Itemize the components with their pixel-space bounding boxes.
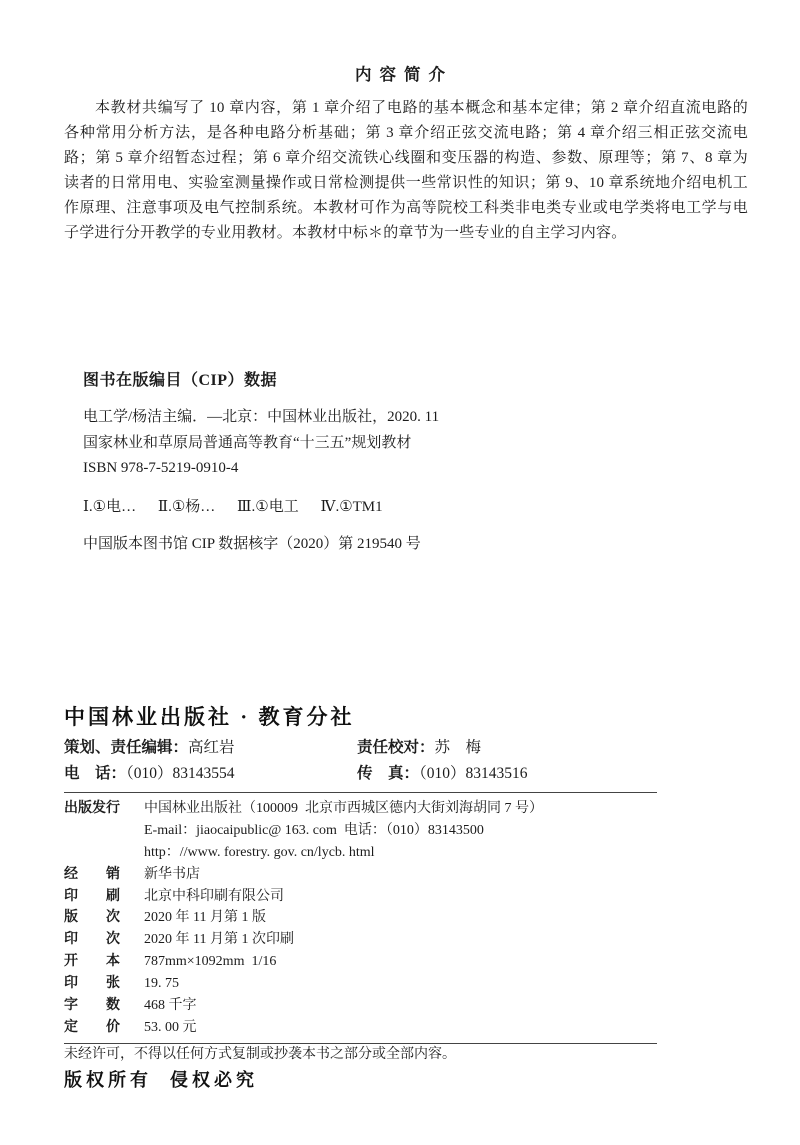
imprint-label: 经 销: [64, 866, 120, 882]
imprint-row: [64, 886, 664, 908]
intro-paragraph: [64, 96, 748, 246]
imprint-value: 新华书店: [144, 866, 200, 882]
cip-isbn-line: ISBN 978-7-5219-0910-4: [83, 460, 239, 476]
fax-block: [357, 764, 528, 784]
contact-web-line: http：//www. forestry. gov. cn/lycb. html: [144, 844, 375, 860]
intro-line: 子学进行分开教学的专业用教材。本教材中标＊的章节为一些专业的自主学习内容。: [64, 225, 627, 241]
cip-classification: [83, 497, 401, 517]
classification-item: Ⅳ.①TM1: [320, 499, 383, 515]
imprint-label: 字 数: [64, 998, 120, 1014]
fax-value: （010）83143516: [419, 765, 528, 782]
imprint-details: [64, 798, 664, 1039]
phone-label: 电 话：: [64, 765, 127, 782]
piracy-warning: 侵权必究: [170, 1070, 258, 1090]
divider: [64, 792, 657, 793]
intro-line: 作原理、注意事项及电气控制系统。本教材可作为高等院校工科类非电类专业或电学类将电工学与电: [64, 200, 748, 216]
imprint-row: [64, 995, 664, 1017]
imprint-value: 53. 00 元: [144, 1019, 197, 1035]
imprint-row: [64, 951, 664, 973]
imprint-row: [64, 864, 664, 886]
imprint-row: [64, 1017, 664, 1039]
classification-item: Ⅱ.①杨…: [157, 499, 216, 515]
imprint-value: 19. 75: [144, 976, 179, 992]
imprint-label: 印 张: [64, 976, 120, 992]
publisher-name: 中国林业出版社 · 教育分社: [64, 705, 355, 729]
imprint-row: [64, 929, 664, 951]
cip-heading: 图书在版编目（CIP）数据: [83, 372, 278, 389]
intro-line: 各种常用分析方法，是各种电路分析基础；第 3 章介绍正弦交流电路；第 4 章介绍三相正弦交流电: [64, 125, 748, 141]
proofreader-block: [357, 738, 481, 758]
contact-email-line: E-mail：jiaocaipublic@ 163. com 电话：（010）83143500: [144, 822, 484, 838]
intro-line: 本教材共编写了 10 章内容，第 1 章介绍了电路的基本概念和基本定律；第 2 章介绍直流电路的: [95, 100, 748, 116]
editor-value: 高红岩: [188, 739, 235, 756]
imprint-row: [64, 973, 664, 995]
imprint-label: 开 本: [64, 954, 120, 970]
imprint-value: 2020 年 11 月第 1 次印刷: [144, 932, 294, 948]
imprint-label: 出版发行: [64, 801, 120, 816]
cip-record-lines: [83, 405, 439, 482]
imprint-row: [64, 842, 664, 864]
rights-reserved: 版权所有: [64, 1070, 152, 1090]
editor-row: [64, 738, 764, 758]
rights-statement: [64, 1069, 258, 1091]
intro-title: 内容简介: [355, 65, 453, 84]
intro-line: 读者的日常用电、实验室测量操作或日常检测提供一些常识性的知识；第 9、10 章系统地介绍电机工: [64, 175, 748, 191]
fax-label: 传 真：: [357, 765, 420, 782]
imprint-row: [64, 907, 664, 929]
imprint-label: 印 刷: [64, 888, 120, 904]
imprint-label: 版 次: [64, 910, 120, 926]
copyright-notice: 未经许可，不得以任何方式复制或抄袭本书之部分或全部内容。: [64, 1047, 456, 1062]
phone-row: [64, 764, 764, 784]
cip-record-number: 中国版本图书馆 CIP 数据核字（2020）第 219540 号: [83, 536, 421, 552]
imprint-value: 2020 年 11 月第 1 版: [144, 910, 266, 926]
imprint-label: 定 价: [64, 1019, 120, 1035]
proofreader-label: 责任校对：: [357, 739, 435, 756]
divider: [64, 1043, 657, 1044]
imprint-value: 787mm×1092mm 1/16: [144, 954, 277, 970]
proofreader-value: 苏 梅: [434, 739, 482, 756]
cip-series-line: 国家林业和草原局普通高等教育“十三五”规划教材: [83, 434, 412, 451]
intro-line: 路；第 5 章介绍暂态过程；第 6 章介绍交流铁心线圈和变压器的构造、参数、原理等；第 7、8 章为: [64, 150, 748, 166]
imprint-value: 中国林业出版社（100009 北京市西城区德内大街刘海胡同 7 号）: [144, 801, 543, 816]
phone-value: （010）83143554: [126, 765, 235, 782]
classification-item: Ⅲ.①电工: [237, 499, 299, 515]
imprint-row: [64, 820, 664, 842]
cip-title-line: 电工学/杨洁主编．—北京：中国林业出版社，2020. 11: [83, 409, 440, 425]
imprint-label: 印 次: [64, 932, 120, 948]
imprint-row: [64, 798, 664, 820]
imprint-value: 北京中科印刷有限公司: [144, 888, 284, 904]
classification-item: Ⅰ.①电…: [83, 499, 137, 515]
editor-label: 策划、责任编辑：: [64, 739, 189, 756]
imprint-value: 468 千字: [144, 998, 197, 1014]
